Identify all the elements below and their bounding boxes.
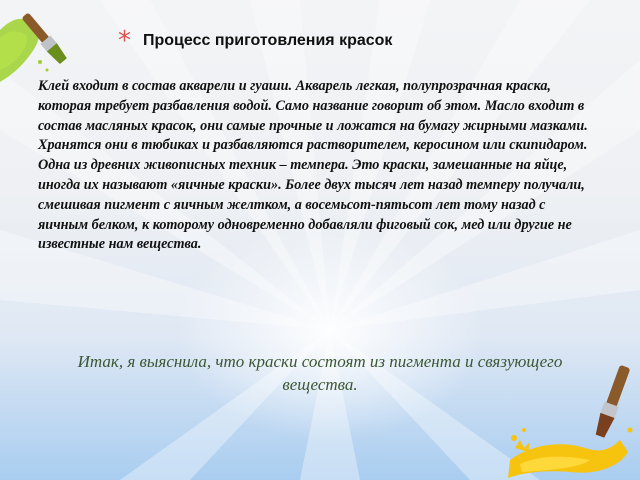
body-paragraph: Клей входит в состав акварели и гуаши. Акварель легкая, полупрозрачная краска, которая требует разбавления водой. Само название говорит об этом. Масло входит в состав масляных красок, они самые прочные и ложатся на бумагу жирными мазками. Хранятся они в тюбиках и разбавляются растворителем, керосином или скипидаром. Одна из древних живописных техник – темпера. Это краски, замешанные на яйце, иногда их называют «яичные краски». Более двух тысяч лет назад темперу получали, смешивая пигмент с яичным желтком, а восемьсот-пятьсот лет тому назад с яичным белком, к которому одновременно добавляли фиговый сок, мед или другие не известные нам вещества. [38,78,588,253]
paint-brush-with-yellow-splash-icon [500,360,640,480]
title-row [118,26,392,56]
slide-title: Процесс приготовления красок [143,32,393,49]
conclusion-text: Итак, я выяснила, что краски состоят из пигмента и связующего вещества. [77,352,563,394]
title-bullet: * [118,26,131,56]
